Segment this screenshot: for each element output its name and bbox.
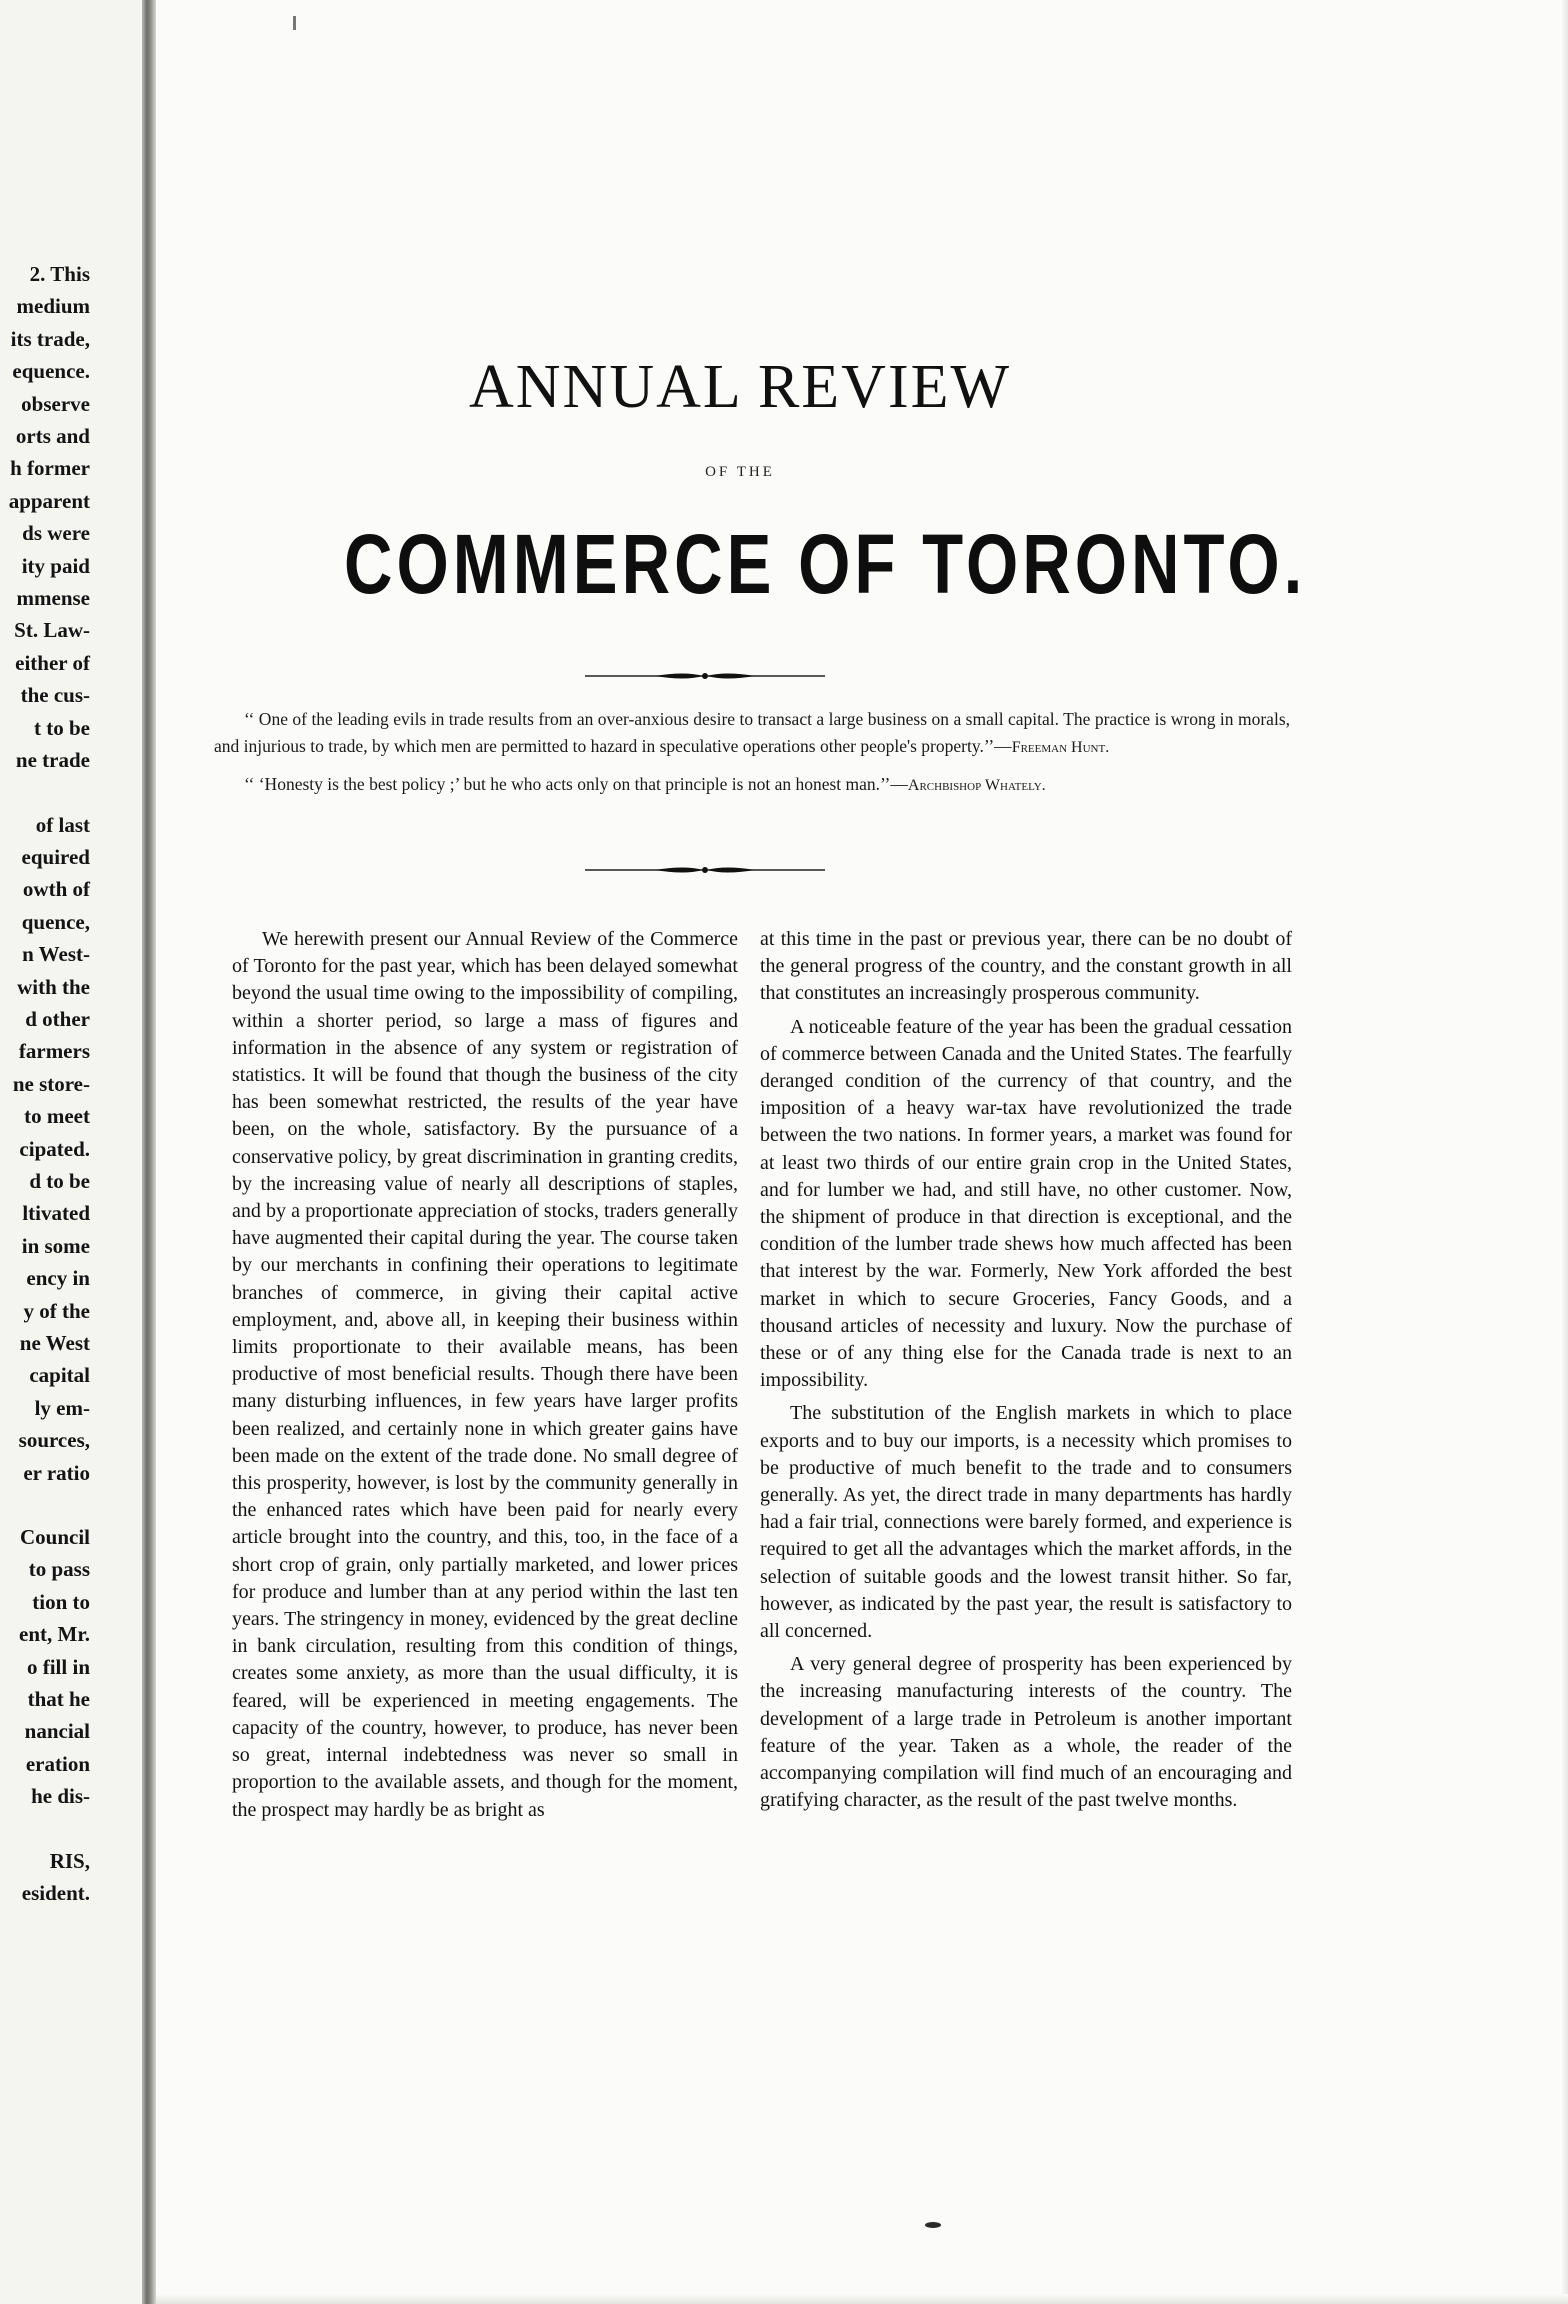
previous-page-line: orts and xyxy=(15,424,90,449)
body-paragraph: at this time in the past or previous year, there can be no doubt of the general progress of the country, and the constant growth in all that constitutes an increasingly prosperous community. xyxy=(760,928,1292,1005)
previous-page-line: 2. This xyxy=(29,262,90,286)
title-of-the: OF THE xyxy=(705,464,775,480)
previous-page-line: ne store- xyxy=(12,1071,90,1096)
title-commerce-of-toronto: COMMERCE OF TORONTO. xyxy=(344,517,1307,611)
previous-page-line: its trade, xyxy=(10,326,90,351)
previous-page-line: to meet xyxy=(24,1104,90,1129)
previous-page-line: sources, xyxy=(18,1428,90,1453)
scan-edge-right xyxy=(1560,0,1568,2304)
previous-page-line: owth of xyxy=(22,877,90,902)
body-column-left xyxy=(232,926,738,1824)
page-mark xyxy=(925,2222,941,2228)
scan-edge-bottom xyxy=(156,2294,1568,2304)
epigraph-quote-hunt xyxy=(214,706,1290,761)
previous-page-line: in some xyxy=(21,1233,90,1258)
quote-whately-author: Archbishop Whately. xyxy=(907,777,1046,794)
previous-page-line: n West- xyxy=(22,942,90,967)
previous-page-text-column xyxy=(0,258,90,1910)
previous-page-line: mmense xyxy=(16,586,90,611)
previous-page-line: ltivated xyxy=(22,1201,90,1226)
previous-page-line: St. Law- xyxy=(14,618,90,643)
previous-page-line: the cus- xyxy=(20,683,90,708)
previous-page-line: tion to xyxy=(32,1589,90,1614)
previous-page-line: ds were xyxy=(22,521,90,546)
scan-mark xyxy=(293,16,296,30)
previous-page-gap xyxy=(0,1489,90,1521)
previous-page-line: nancial xyxy=(24,1719,90,1744)
previous-page-line: y of the xyxy=(23,1298,90,1323)
previous-page-line: o fill in xyxy=(26,1654,90,1679)
previous-page-line: ne trade xyxy=(15,748,90,773)
previous-page-line: to pass xyxy=(28,1557,90,1582)
previous-page-line: t to be xyxy=(34,715,90,740)
previous-page-edge xyxy=(0,0,148,2304)
ornament-rule-bottom xyxy=(585,862,825,878)
previous-page-line: capital xyxy=(29,1363,90,1388)
previous-page-line: ent, Mr. xyxy=(19,1622,90,1647)
previous-page-line: h former xyxy=(10,456,90,481)
previous-page-line: farmers xyxy=(18,1039,90,1064)
previous-page-line: medium xyxy=(16,294,90,319)
quote-whately-text: ‘‘ ‘Honesty is the best policy ;’ but he who acts only on that principle is not an honest man.’’— xyxy=(244,774,908,794)
previous-page-line: d to be xyxy=(29,1168,90,1193)
book-gutter xyxy=(142,0,156,2304)
previous-page-line: Council xyxy=(19,1525,90,1550)
previous-page-line: RIS, xyxy=(49,1848,90,1873)
body-paragraph: A very general degree of prosperity has been experienced by the increasing manufacturing interests of the country. The development of a large trade in Petroleum is another important feature of the year. Taken as a whole, the reader of the accompanying compilation will find much of an encouraging and gratifying character, as the result of the past twelve months. xyxy=(760,1653,1292,1812)
previous-page-line: esident. xyxy=(21,1881,90,1906)
body-paragraph: A noticeable feature of the year has been the gradual cessation of commerce between Canada and the United States. The fearfully deranged condition of the currency of that country, and the imposition of a heavy war-tax have revolutionized the trade between the two nations. In former years, a market was found for at least two thirds of our entire grain crop in the United States, and for lumber we had, and still have, no other customer. Now, the shipment of produce in that direction is exceptional, and the condition of the lumber trade shews how much affected has been that interest by the war. Formerly, New York afforded the best market in which to secure Groceries, Fancy Goods, and a thousand articles of necessity and luxury. Now the purchase of these or of any thing else for the Canada trade is next to an impossibility. xyxy=(760,1015,1292,1392)
quote-hunt-text: ‘‘ One of the leading evils in trade results from an over-anxious desire to transact a large business on a small capital. The practice is wrong in morals, and injurious to trade, by which men are permitted to hazard in speculative operations other people's property.’’— xyxy=(214,709,1290,756)
previous-page-line: er ratio xyxy=(23,1460,90,1485)
previous-page-line: ity paid xyxy=(21,553,90,578)
ornament-rule-top xyxy=(585,668,825,684)
previous-page-line: eration xyxy=(25,1751,90,1776)
title-annual-review: ANNUAL REVIEW xyxy=(469,353,1011,421)
previous-page-line: cipated. xyxy=(19,1136,90,1161)
previous-page-line: quence, xyxy=(21,909,90,934)
previous-page-line: either of xyxy=(15,650,90,675)
previous-page-line: equence. xyxy=(12,359,90,384)
previous-page-line: equired xyxy=(21,844,90,869)
previous-page-line: ne West xyxy=(19,1331,90,1355)
previous-page-line: with the xyxy=(17,974,90,999)
epigraph-quote-whately xyxy=(214,771,1290,799)
body-paragraph: The substitution of the English markets in which to place exports and to buy our imports, is a necessity which promises to be productive of much benefit to the trade and to consumers generally. As yet, the direct trade in many departments has hardly had a fair trial, connections were barely formed, and experience is required to get all the advantages which the market affords, in the selection of suitable goods and the lowest transit hither. So far, however, as indicated by the past year, the result is satisfactory to all concerned. xyxy=(760,1402,1292,1643)
previous-page-line: ency in xyxy=(26,1266,90,1291)
previous-page-line: apparent xyxy=(8,488,90,513)
previous-page-line: d other xyxy=(25,1006,90,1031)
epigraph-quotes xyxy=(214,706,1290,809)
previous-page-gap xyxy=(0,777,90,809)
body-paragraph: We herewith present our Annual Review of the Commerce of Toronto for the past year, which has been delayed somewhat beyond the usual time owing to the impossibility of compiling, within a shorter period, so large a mass of figures and information in the absence of any system or registration of statistics. It will be found that though the business of the city has been somewhat restricted, the results of the year have been, on the whole, satisfactory. By the pursuance of a conservative policy, by great discrimination in granting credits, by the increasing value of nearly all descriptions of staples, and by a proportionate appreciation of stocks, traders generally have augmented their capital during the year. The course taken by our merchants in confining their operations to legitimate branches of commerce, in giving their capital active employment, and, above all, in keeping their business within limits proportionate to their available means, has been productive of most beneficial results. Though there have been many disturbing influences, in few years have larger profits been realized, and certainly none in which greater gains have been made on the extent of the trade done. No small degree of this prosperity, however, is lost by the community generally in the enhanced rates which have been paid for nearly every article brought into the country, and this, too, in the face of a short crop of grain, only partially marketed, and lower prices for produce and lumber than at any period within the last ten years. The stringency in money, evidenced by the great decline in bank circulation, resulting from this condition of things, creates some anxiety, as more than the usual difficulty, it is feared, will be experienced in meeting engagements. The capacity of the country, however, to produce, has never been so great, internal indebtedness was never so small in proportion to the available assets, and though for the moment, the prospect may hardly be as bright as xyxy=(232,928,738,1821)
previous-page-line: observe xyxy=(21,391,90,416)
previous-page-line: of last xyxy=(35,812,90,837)
previous-page-gap xyxy=(0,1813,90,1845)
previous-page-line: he dis- xyxy=(31,1784,90,1809)
body-column-right xyxy=(760,926,1292,1815)
previous-page-line: that he xyxy=(27,1687,90,1712)
previous-page-line: ly em- xyxy=(34,1395,90,1420)
quote-hunt-author: Freeman Hunt. xyxy=(1011,739,1110,756)
